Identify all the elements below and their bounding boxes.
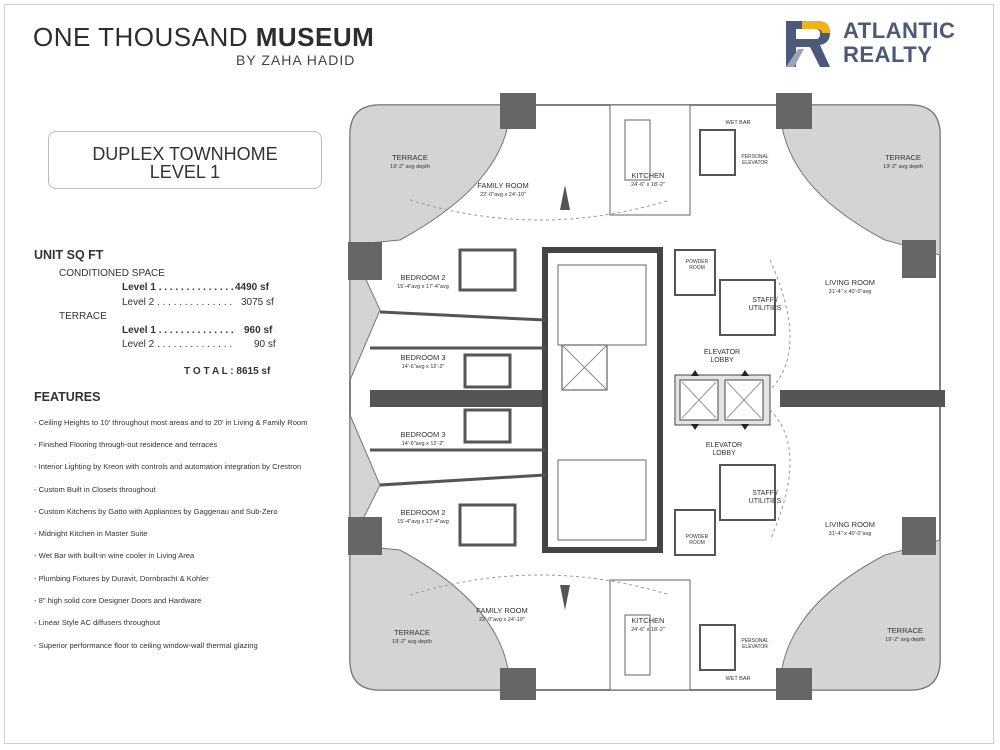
powder-room-top-2: ROOM	[689, 265, 705, 271]
logo-mark-icon	[786, 21, 830, 67]
cond-level1-value: 4490 sf	[235, 282, 269, 293]
conditioned-label: CONDITIONED SPACE	[59, 268, 165, 279]
unit-type-title: DUPLEX TOWNHOME	[92, 144, 278, 164]
feature-item: - Interior Lighting by Kreon with controls and automation integration by Crestron	[34, 462, 302, 471]
project-title: ONE THOUSAND MUSEUM	[33, 22, 375, 52]
staff-utilities-top-2: UTILITIES	[748, 305, 782, 312]
terrace-top-right-dim: 19'-2" avg depth	[883, 164, 923, 170]
feature-item: - Plumbing Fixtures by Duravit, Dornbracht & Kohler	[34, 574, 209, 583]
terrace-level2-label: Level 2 . . . . . . . . . . . . . .	[122, 339, 233, 350]
terrace-bottom-right-label: TERRACE	[887, 626, 923, 635]
powder-room-bottom-1: POWDER	[685, 534, 709, 540]
family-room-top-dim: 22'-0"avg x 24'-10"	[480, 192, 526, 198]
bedroom3-top-label: BEDROOM 3	[400, 353, 446, 362]
feature-item: - Custom Kitchens by Gatto with Appliances by Gaggenau and Sub-Zero	[34, 507, 278, 516]
family-room-top-label: FAMILY ROOM	[477, 181, 529, 190]
feature-item: - Ceiling Heights to 10' throughout most areas and to 20' in Living & Family Room	[34, 418, 308, 427]
family-room-bottom-dim: 22'-0"avg x 24'-10"	[479, 617, 525, 623]
kitchen-bottom-label: KITCHEN	[631, 616, 665, 625]
feature-item: - Finished Flooring through-out residence and terraces	[34, 440, 218, 449]
unit-type-box	[48, 131, 322, 189]
brand-name: ATLANTIC REALTY	[843, 18, 956, 67]
terrace-bottom-right-dim: 19'-2" avg depth	[885, 637, 925, 643]
bedroom3-top-dim: 14'-6"avg x 12'-2"	[401, 364, 445, 370]
unit-level-title: LEVEL 1	[149, 162, 221, 182]
terrace-bottom-left-label: TERRACE	[394, 628, 430, 637]
terrace-label: TERRACE	[59, 311, 107, 322]
elevator-lobby-bottom-1: ELEVATOR	[705, 442, 743, 449]
cond-level2-label: Level 2 . . . . . . . . . . . . . .	[122, 297, 233, 308]
family-room-bottom-label: FAMILY ROOM	[476, 606, 528, 615]
bedroom2-bottom-label: BEDROOM 2	[400, 508, 446, 517]
elevator-lobby-top-1: ELEVATOR	[703, 349, 741, 356]
elevator-bank	[675, 375, 770, 425]
terrace-level1-value: 960 sf	[244, 325, 273, 336]
feature-item: - 8" high solid core Designer Doors and Hardware	[34, 596, 202, 605]
terrace-level2-value: 90 sf	[254, 339, 276, 350]
feature-item: - Wet Bar with built-in wine cooler in Living Area	[34, 551, 195, 560]
living-room-bottom-dim: 31'-4" x 40'-0"avg	[828, 531, 872, 537]
bedroom3-bottom-dim: 14'-6"avg x 12'-2"	[401, 441, 445, 447]
elevator-lobby-bottom-2: LOBBY	[712, 450, 736, 457]
personal-elevator-top-2: ELEVATOR	[742, 160, 768, 166]
wet-bar-top: WET BAR	[725, 120, 751, 126]
powder-room-top-1: POWDER	[685, 259, 709, 265]
powder-room-bottom-2: ROOM	[689, 540, 705, 546]
personal-elevator-bottom-1: PERSONAL	[741, 638, 769, 644]
bedroom2-top-dim: 15'-4"avg x 17'-4"avg	[397, 284, 449, 290]
kitchen-top-dim: 24'-6" x 18'-2"	[631, 182, 665, 188]
living-room-top-dim: 31'-4" x 40'-0"avg	[828, 289, 872, 295]
elevator-lobby-top-2: LOBBY	[710, 357, 734, 364]
staff-utilities-bottom-1: STAFF /	[752, 490, 778, 497]
cond-level2-value: 3075 sf	[241, 297, 274, 308]
terrace-top-right-label: TERRACE	[885, 153, 921, 162]
personal-elevator-top-1: PERSONAL	[741, 154, 769, 160]
living-room-bottom-label: LIVING ROOM	[824, 520, 876, 529]
staff-utilities-bottom-2: UTILITIES	[748, 498, 782, 505]
staff-utilities-top-1: STAFF /	[752, 297, 778, 304]
kitchen-top-label: KITCHEN	[631, 171, 665, 180]
bedroom2-top-label: BEDROOM 2	[400, 273, 446, 282]
bedroom3-bottom-label: BEDROOM 3	[400, 430, 446, 439]
wet-bar-bottom: WET BAR	[725, 676, 751, 682]
project-subtitle: BY ZAHA HADID	[236, 52, 356, 68]
cond-level1-label: Level 1 . . . . . . . . . . . . . .	[122, 282, 234, 293]
features-heading: FEATURES	[34, 390, 101, 404]
personal-elevator-bottom-2: ELEVATOR	[742, 644, 768, 650]
feature-item: - Custom Built in Closets throughout	[34, 485, 156, 494]
feature-item: - Superior performance floor to ceiling window-wall thermal glazing	[34, 641, 258, 650]
bedroom2-bottom-dim: 15'-4"avg x 17'-4"avg	[397, 519, 449, 525]
sqft-heading: UNIT SQ FT	[34, 248, 104, 262]
floor-plan	[340, 90, 950, 700]
feature-item: - Midnight Kitchen in Master Suite	[34, 529, 148, 538]
terrace-level1-label: Level 1 . . . . . . . . . . . . . .	[122, 325, 234, 336]
feature-item: - Linear Style AC diffusers throughout	[34, 618, 161, 627]
terrace-top-left-label: TERRACE	[392, 153, 428, 162]
terrace-bottom-left-dim: 19'-2" avg depth	[392, 639, 432, 645]
kitchen-bottom-dim: 24'-6" x 18'-2"	[631, 627, 665, 633]
total-sqft: T O T A L : 8615 sf	[184, 366, 271, 377]
terrace-top-left-dim: 19'-2" avg depth	[390, 164, 430, 170]
living-room-top-label: LIVING ROOM	[824, 278, 876, 287]
